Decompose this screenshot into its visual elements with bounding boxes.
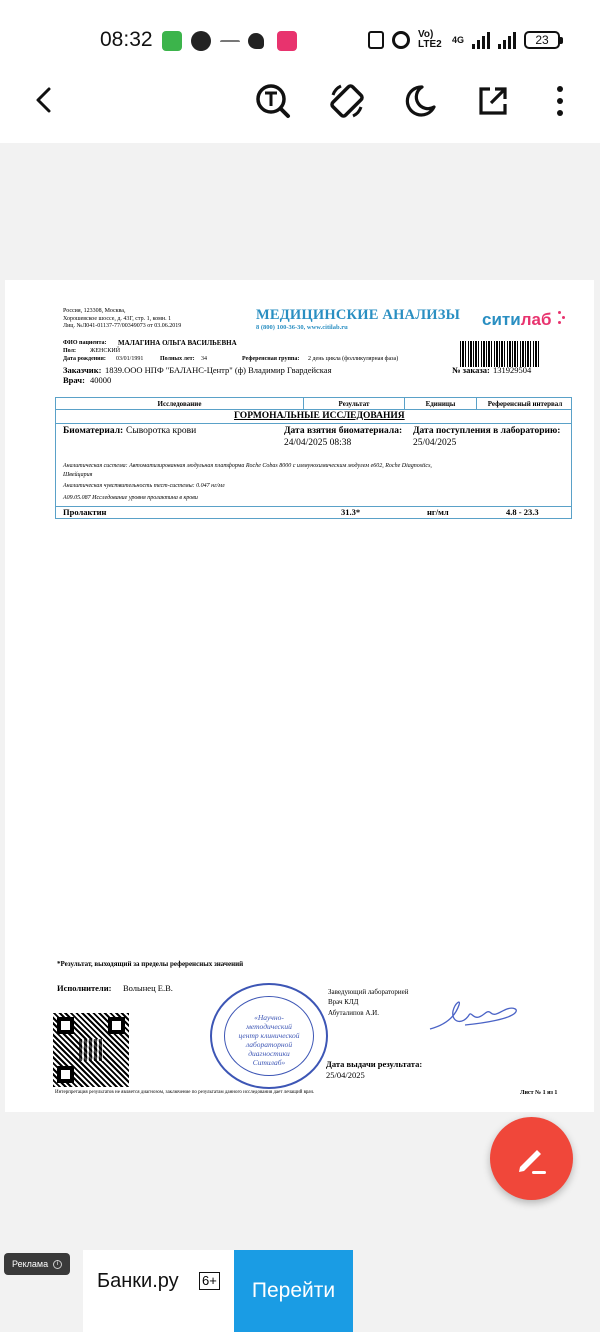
customer-value: 1839.ООО НПФ "БАЛАНС-Центр" (ф) Владимир Гвардейская	[105, 365, 332, 375]
issue-date-label: Дата выдачи результата:	[326, 1059, 423, 1069]
section-divider	[56, 423, 571, 424]
head-of-lab-line-1: Заведующий лабораторией	[328, 988, 409, 996]
table-row	[56, 507, 571, 519]
citilab-logo	[482, 309, 566, 330]
volte-label: Vo) LTE2	[417, 29, 442, 50]
ad-brand: Банки.ру	[97, 1270, 179, 1292]
app-notification-icon	[191, 31, 211, 51]
signal-strength-2-icon	[498, 31, 516, 49]
patient-name: МАЛАГИНА ОЛЬГА ВАСИЛЬЕВНА	[118, 339, 237, 347]
biomaterial-label: Биоматериал:	[63, 426, 124, 436]
logo-text-part1: сити	[482, 310, 521, 329]
signature-image	[425, 995, 525, 1035]
doctor-value: 40000	[90, 375, 112, 385]
patient-label: ФИО пациента:	[63, 340, 107, 346]
open-external-icon	[476, 84, 510, 118]
analytic-system-line-1: Аналитическая система: Автоматизированная модульная платформа Roche Cobas 8000 с иммунохимическим модулем e602, Roche Diagnostics,	[63, 463, 432, 469]
dob-label: Дата рождения:	[63, 356, 106, 362]
col-header-units: Единицы	[405, 398, 477, 410]
alarm-icon	[392, 31, 410, 49]
received-value: 25/04/2025	[413, 438, 457, 448]
document-page[interactable]	[5, 280, 594, 1112]
customer-label: Заказчик:	[63, 365, 102, 375]
stamp-line-3: центр клинической	[238, 1031, 300, 1040]
sex-value: ЖЕНСКИЙ	[90, 348, 121, 354]
lab-license: Лиц. №Л041-01137-77/00349073 от 03.06.2019	[63, 323, 182, 329]
stamp-line-2: методический	[246, 1022, 292, 1031]
age-label: Полных лет:	[160, 356, 195, 362]
section-title: ГОРМОНАЛЬНЫЕ ИССЛЕДОВАНИЯ	[234, 411, 405, 421]
ad-banner[interactable]	[83, 1250, 353, 1332]
back-button[interactable]	[20, 76, 68, 124]
more-options-button[interactable]	[536, 77, 584, 125]
text-recognition-icon	[253, 81, 293, 121]
stamp-text	[212, 1013, 326, 1067]
stamp-line-6: Ситилаб»	[252, 1058, 286, 1067]
test-result: 31.3*	[341, 507, 361, 517]
lab-address-line-2: Хорошевское шоссе, д. 43Г, стр. 1, комн. 1	[63, 316, 172, 322]
analytic-sensitivity: Аналитическая чувствительность тест-системы: 0.047 нг/мл	[63, 483, 225, 489]
battery-indicator: 23	[524, 31, 560, 49]
table-header	[56, 398, 571, 410]
analytic-system-line-2: Швейцария	[63, 472, 93, 478]
col-header-test: Исследование	[56, 398, 304, 410]
stamp-line-1: «Научно-	[254, 1013, 284, 1022]
signal-strength-icon	[472, 31, 490, 49]
page-info: Лист № 1 из 1	[520, 1090, 558, 1096]
status-time: 08:32	[100, 28, 153, 51]
lab-contacts: 8 (800) 100-36-30, www.citilab.ru	[256, 324, 348, 331]
status-right-group	[368, 30, 560, 50]
performers-value: Волынец Е.В.	[123, 983, 173, 993]
logo-dots-icon	[556, 311, 566, 327]
ref-group-value: 2 день цикла (фолликулярная фаза)	[308, 356, 399, 362]
head-of-lab-line-3: Абуталипов А.И.	[328, 1009, 379, 1017]
received-label: Дата поступления в лабораторию:	[413, 426, 561, 436]
ad-label	[4, 1253, 70, 1275]
edit-button[interactable]	[490, 1117, 573, 1200]
stamp-line-5: диагностики	[248, 1049, 290, 1058]
document-title: МЕДИЦИНСКИЕ АНАЛИЗЫ	[256, 307, 461, 323]
dob-value: 03/01/1991	[116, 356, 144, 362]
test-code: A09.05.087 Исследование уровня пролактина в крови	[63, 495, 198, 501]
message-notification-icon	[220, 40, 240, 44]
lab-stamp	[210, 983, 328, 1089]
test-units: нг/мл	[427, 507, 449, 517]
sex-label: Пол:	[63, 348, 76, 354]
taken-value: 24/04/2025 08:38	[284, 438, 352, 448]
night-mode-icon	[402, 83, 438, 119]
nfc-icon	[368, 31, 384, 49]
issue-date-value: 25/04/2025	[326, 1070, 365, 1080]
order-label: № заказа:	[452, 365, 490, 375]
results-table	[55, 397, 572, 519]
lab-address-line-1: Россия, 123308, Москва,	[63, 308, 126, 314]
ad-label-text: Реклама	[12, 1259, 49, 1269]
taken-label: Дата взятия биоматериала:	[284, 426, 403, 436]
ad-age-rating: 6+	[199, 1272, 220, 1290]
age-value: 34	[201, 356, 207, 362]
edit-pencil-icon	[510, 1137, 554, 1181]
out-of-range-footnote: *Результат, выходящий за пределы референсных значений	[57, 960, 244, 968]
shopping-app-icon	[162, 31, 182, 51]
night-mode-button[interactable]	[396, 77, 444, 125]
stamp-line-4: лабораторной	[245, 1040, 293, 1049]
status-bar	[0, 0, 600, 80]
text-recognition-button[interactable]	[249, 77, 297, 125]
test-ref-range: 4.8 - 23.3	[506, 507, 539, 517]
disclaimer: Интерпретация результатов не является диагнозом, заключение по результатам данного исследования дает лечащий врач.	[55, 1090, 315, 1095]
qr-code	[53, 1013, 129, 1087]
back-arrow-icon	[30, 86, 58, 114]
ref-group-label: Референсная группа:	[242, 356, 300, 362]
rotate-screen-icon	[327, 81, 367, 121]
performers-label: Исполнители:	[57, 983, 112, 993]
rotate-screen-button[interactable]	[323, 77, 371, 125]
biomaterial-value: Сыворотка крови	[126, 426, 197, 436]
viewer-toolbar	[0, 80, 600, 143]
col-header-result: Результат	[304, 398, 405, 410]
signal-4g-label: 4G	[451, 35, 464, 45]
test-name: Пролактин	[63, 507, 107, 517]
info-icon[interactable]: i	[53, 1260, 62, 1269]
more-options-icon	[554, 84, 566, 118]
doctor-label: Врач:	[63, 375, 85, 385]
open-external-button[interactable]	[469, 77, 517, 125]
head-of-lab-line-2: Врач КЛД	[328, 998, 359, 1006]
order-barcode	[460, 341, 540, 367]
ad-go-button[interactable]: Перейти	[234, 1250, 353, 1332]
col-header-ref: Референсный интервал	[487, 400, 563, 408]
order-value: 131929504	[493, 365, 532, 375]
vpn-key-icon	[248, 33, 264, 49]
logo-text-part2: лаб	[520, 310, 552, 329]
download-notification-icon	[277, 31, 297, 51]
